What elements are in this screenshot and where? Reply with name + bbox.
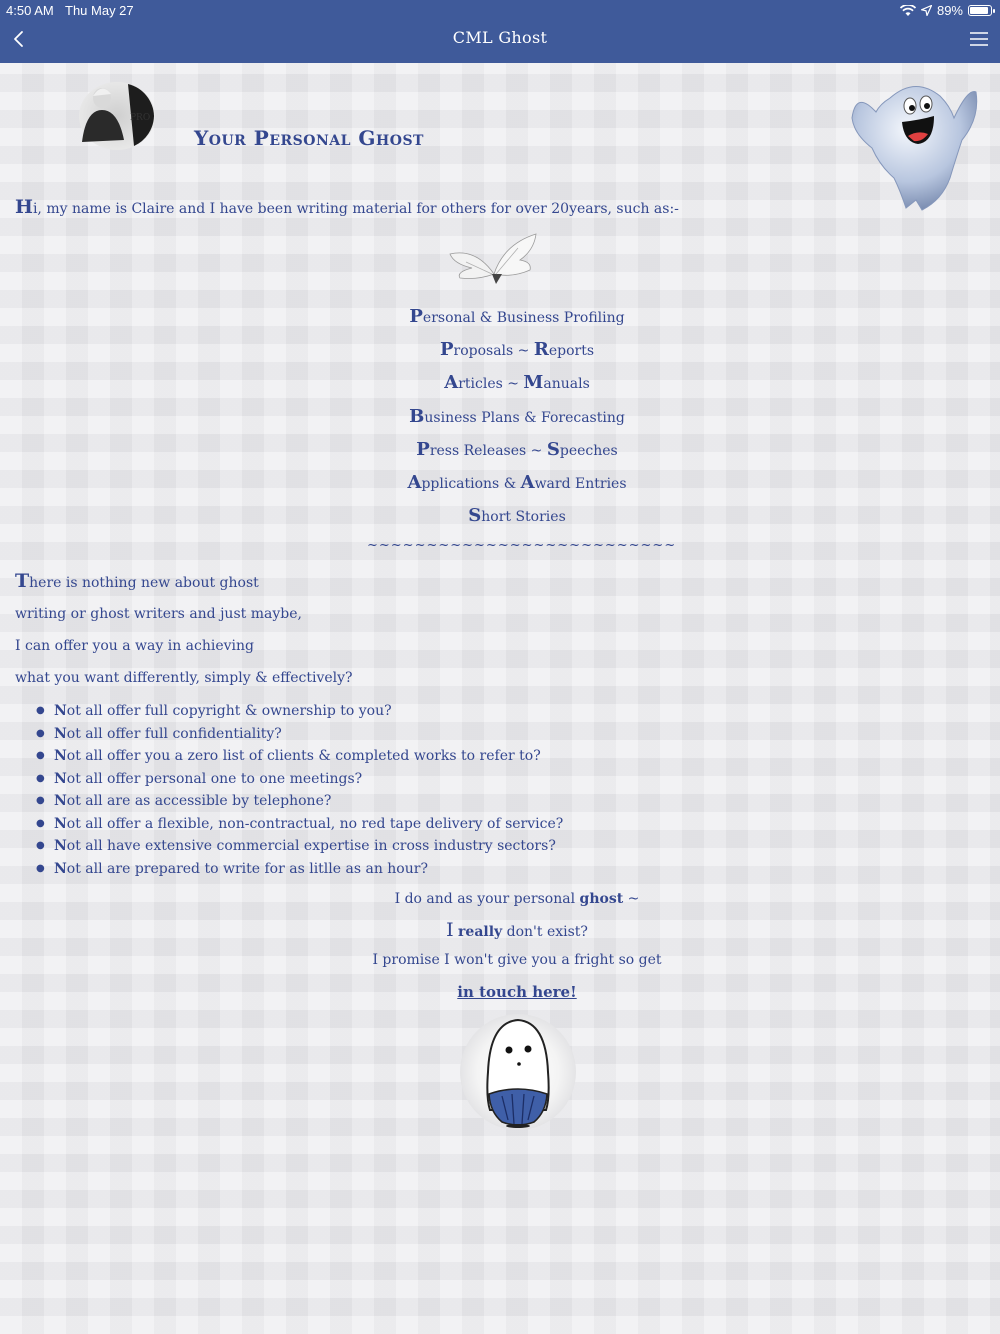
status-right <box>900 3 992 18</box>
benefit-text: ot all offer a flexible, non-contractual, no red tape delivery of service? <box>66 815 564 832</box>
benefit-cap: N <box>54 838 67 854</box>
divider: ~~~~~~~~~~~~~~~~~~~~~~~~~~ <box>367 538 677 553</box>
benefit-cap: N <box>54 815 67 832</box>
benefit-item <box>36 813 563 836</box>
service-text: pplications & <box>421 475 521 492</box>
benefit-cap: N <box>54 770 67 787</box>
service-item <box>367 403 667 436</box>
service-cap: A <box>444 372 459 394</box>
battery-icon <box>968 5 992 16</box>
body-line-4: what you want differently, simply & effectively? <box>15 670 353 686</box>
title-part: our <box>208 126 254 150</box>
title-part: ersonal <box>269 126 359 150</box>
benefit-text: ot all offer personal one to one meetings? <box>66 770 363 787</box>
closing-line-4 <box>267 983 767 1001</box>
egg-ghost-icon <box>458 1014 578 1134</box>
service-text: rticles ~ <box>458 376 524 393</box>
closing-line-3: I promise I won't give you a fright so get <box>372 952 662 968</box>
closing-cap: I <box>446 919 454 941</box>
closing-text: I do and as your personal <box>394 891 580 907</box>
benefit-text: ot all have extensive commercial expertise in cross industry sectors? <box>66 838 556 854</box>
benefit-item <box>36 790 563 813</box>
closing-line-2 <box>267 919 767 941</box>
service-cap: A <box>407 471 422 493</box>
service-cap: P <box>439 339 454 361</box>
service-text: roposals ~ <box>453 343 534 360</box>
closing-text: ~ <box>623 891 640 907</box>
drop-cap: H <box>15 196 33 218</box>
body-text: here is nothing new about ghost <box>29 575 259 591</box>
body-line-1 <box>15 570 259 592</box>
intro-body: i, my name is Claire and I have been writing material for others for over 20years, such as:- <box>32 201 679 217</box>
benefit-text: ot all are prepared to write for as litlle as an hour? <box>66 860 428 877</box>
service-cap: S <box>546 438 560 460</box>
service-text: ward Entries <box>534 475 627 492</box>
benefit-cap: N <box>54 793 67 809</box>
service-item <box>367 369 667 402</box>
service-item <box>367 502 667 535</box>
intro-text <box>15 196 679 218</box>
service-cap: A <box>520 471 535 493</box>
ghost-icon <box>850 78 980 213</box>
benefit-item <box>36 745 563 768</box>
closing-line-1 <box>267 891 767 907</box>
status-bar <box>0 0 1000 20</box>
benefit-cap: N <box>54 703 67 719</box>
nav-title: CML Ghost <box>452 28 548 47</box>
wifi-icon <box>900 5 916 17</box>
benefit-cap: N <box>54 725 67 742</box>
title-cap: Y <box>194 126 209 150</box>
service-item <box>367 303 667 336</box>
service-text: ersonal & Business Profiling <box>422 310 625 326</box>
status-date: Thu May 27 <box>65 3 134 18</box>
body-line-2: writing or ghost writers and just maybe, <box>15 606 302 622</box>
quill-feathers-icon <box>446 228 541 286</box>
benefit-cap: N <box>54 860 67 877</box>
battery-percent: 89% <box>936 3 963 18</box>
title-part: host <box>376 126 424 150</box>
service-item <box>367 436 667 469</box>
nav-bar <box>0 20 1000 63</box>
status-time: 4:50 AM <box>6 3 54 18</box>
benefit-text: ot all are as accessible by telephone? <box>66 793 332 809</box>
closing-text: don't exist? <box>502 924 588 940</box>
benefits-list <box>36 700 563 880</box>
services-list <box>367 303 667 535</box>
benefit-item <box>36 858 563 881</box>
contact-link[interactable]: in touch here! <box>457 983 577 1001</box>
service-item <box>367 469 667 502</box>
drop-cap: T <box>15 570 30 592</box>
service-text: eports <box>548 343 595 360</box>
photo-label: PRO <box>130 113 151 123</box>
service-text: anuals <box>543 376 590 393</box>
body-line-3: I can offer you a way in achieving <box>15 638 255 654</box>
service-cap: P <box>416 438 430 460</box>
title-cap: P <box>253 126 270 150</box>
closing-emphasis: ghost <box>579 891 624 907</box>
service-cap: P <box>409 306 423 327</box>
benefit-item <box>36 723 563 746</box>
benefit-cap: N <box>54 748 67 764</box>
page-title <box>194 126 424 150</box>
benefit-item <box>36 835 563 858</box>
service-item <box>367 336 667 369</box>
service-text: usiness Plans & Forecasting <box>424 409 625 426</box>
service-text: peeches <box>559 442 618 459</box>
benefit-text: ot all offer full copyright & ownership to you? <box>66 703 392 719</box>
benefit-item <box>36 700 563 723</box>
location-arrow-icon <box>921 5 932 16</box>
hamburger-menu-icon[interactable] <box>968 28 990 50</box>
battery-fill <box>970 7 988 14</box>
service-cap: B <box>409 405 425 427</box>
closing-emphasis: really <box>458 924 503 940</box>
benefit-item <box>36 768 563 791</box>
title-cap: G <box>358 126 377 150</box>
service-text: ress Releases ~ <box>429 442 547 459</box>
benefit-text: ot all offer you a zero list of clients & completed works to refer to? <box>66 748 541 764</box>
service-cap: R <box>533 339 549 361</box>
service-text: hort Stories <box>481 509 566 526</box>
author-photo <box>78 80 156 150</box>
benefit-text: ot all offer full confidentiality? <box>66 725 282 742</box>
service-cap: S <box>468 505 482 527</box>
service-cap: M <box>523 372 544 394</box>
